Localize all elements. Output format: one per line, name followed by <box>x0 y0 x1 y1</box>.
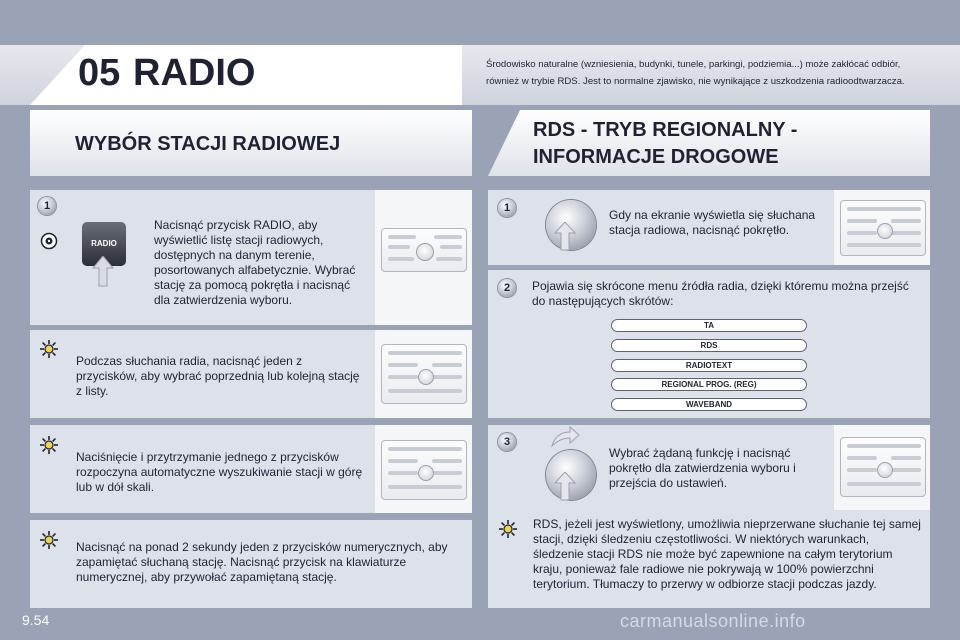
press-arrow-icon <box>554 472 576 502</box>
press-arrow-icon <box>554 222 576 252</box>
radio-button-image: RADIO <box>82 222 126 266</box>
left-tip1-text: Podczas słuchania radia, nacisnąć jeden z przycisków, aby wybrać poprzednią lub kolejną stację z listy. <box>76 354 360 398</box>
step-number: 2 <box>498 279 516 297</box>
step-number: 1 <box>38 197 56 215</box>
right-step3-text: Wybrać żądaną funkcję i nacisnąć pokrętło dla zatwierdzenia wyboru i przejścia do ustawień. <box>609 446 796 490</box>
sun-tip-icon <box>40 340 58 358</box>
right-tip-text: RDS, jeżeli jest wyświetlony, umożliwia nieprzerwane słuchanie tej samej stacji, dzięki śledzeniu częstotliwości. W niektórych warunkach, śledzenie stacji RDS nie może być zapewnione na całym terytorium kraju, ponieważ fale radiowe nie pokrywają w 100% powierzchni terytorium. Tłumaczy to przerwy w odbiorze stacji podczas jazdy. <box>533 517 921 591</box>
press-arrow-icon <box>91 256 115 288</box>
radio-faceplate-image <box>840 437 926 497</box>
radio-faceplate-image <box>381 440 467 500</box>
rotate-arrow-icon <box>550 426 580 448</box>
right-section-title: RDS - TRYB REGIONALNY - INFORMACJE DROGOWE <box>533 119 798 168</box>
menu-item-radiotext: RADIOTEXT <box>611 359 807 372</box>
left-tip3-text: Nacisnąć na ponad 2 sekundy jeden z przycisków numerycznych, aby zapamiętać słuchaną stację. Nacisnąć przycisk na klawiaturze numerycznej, aby przywołać zapamiętaną stację. <box>76 540 448 584</box>
step-number: 3 <box>498 433 516 451</box>
radio-faceplate-image <box>381 228 467 272</box>
sun-tip-icon <box>40 436 58 454</box>
radio-faceplate-image <box>840 200 926 256</box>
menu-item-regional-prog: REGIONAL PROG. (REG) <box>611 378 807 391</box>
chapter-title: RADIO <box>133 52 256 94</box>
left-tip2-text: Naciśnięcie i przytrzymanie jednego z przycisków rozpoczyna automatyczne wyszukiwanie stacji w górę lub w dół skali. <box>76 450 363 494</box>
radio-faceplate-image <box>381 344 467 404</box>
menu-item-waveband: WAVEBAND <box>611 398 807 411</box>
watermark: carmanualsonline.info <box>620 611 806 631</box>
menu-item-rds: RDS <box>611 339 807 352</box>
page-number: 9.54 <box>22 612 50 628</box>
step-number: 1 <box>498 199 516 217</box>
right-step2-text: Pojawia się skrócone menu źródła radia, dzięki któremu można przejść do następujących skrótów: <box>532 279 909 308</box>
header-note: Środowisko naturalne (wzniesienia, budynki, tunele, parkingi, podziemia...) może zakłócać odbiór, również w trybie RDS. Jest to normalne zjawisko, nie wynikające z uszkodzenia radioodtwarzacza. <box>486 59 905 87</box>
sun-tip-icon <box>40 531 58 549</box>
eye-warning-icon <box>40 232 58 250</box>
right-step1-text: Gdy na ekranie wyświetla się słuchana stacja radiowa, nacisnąć pokrętło. <box>609 208 816 237</box>
left-section-title: WYBÓR STACJI RADIOWEJ <box>75 133 341 155</box>
sun-tip-icon <box>499 520 517 538</box>
left-step1-text: Nacisnąć przycisk RADIO, aby wyświetlić listę stacji radiowych, dostępnych na danym terenie, posortowanych alfabetycznie. Wybrać stację za pomocą pokrętła i nacisnąć dla zatwierdzenia wyboru. <box>154 218 356 307</box>
chapter-number: 05 <box>78 52 121 94</box>
menu-item-ta: TA <box>611 319 807 332</box>
